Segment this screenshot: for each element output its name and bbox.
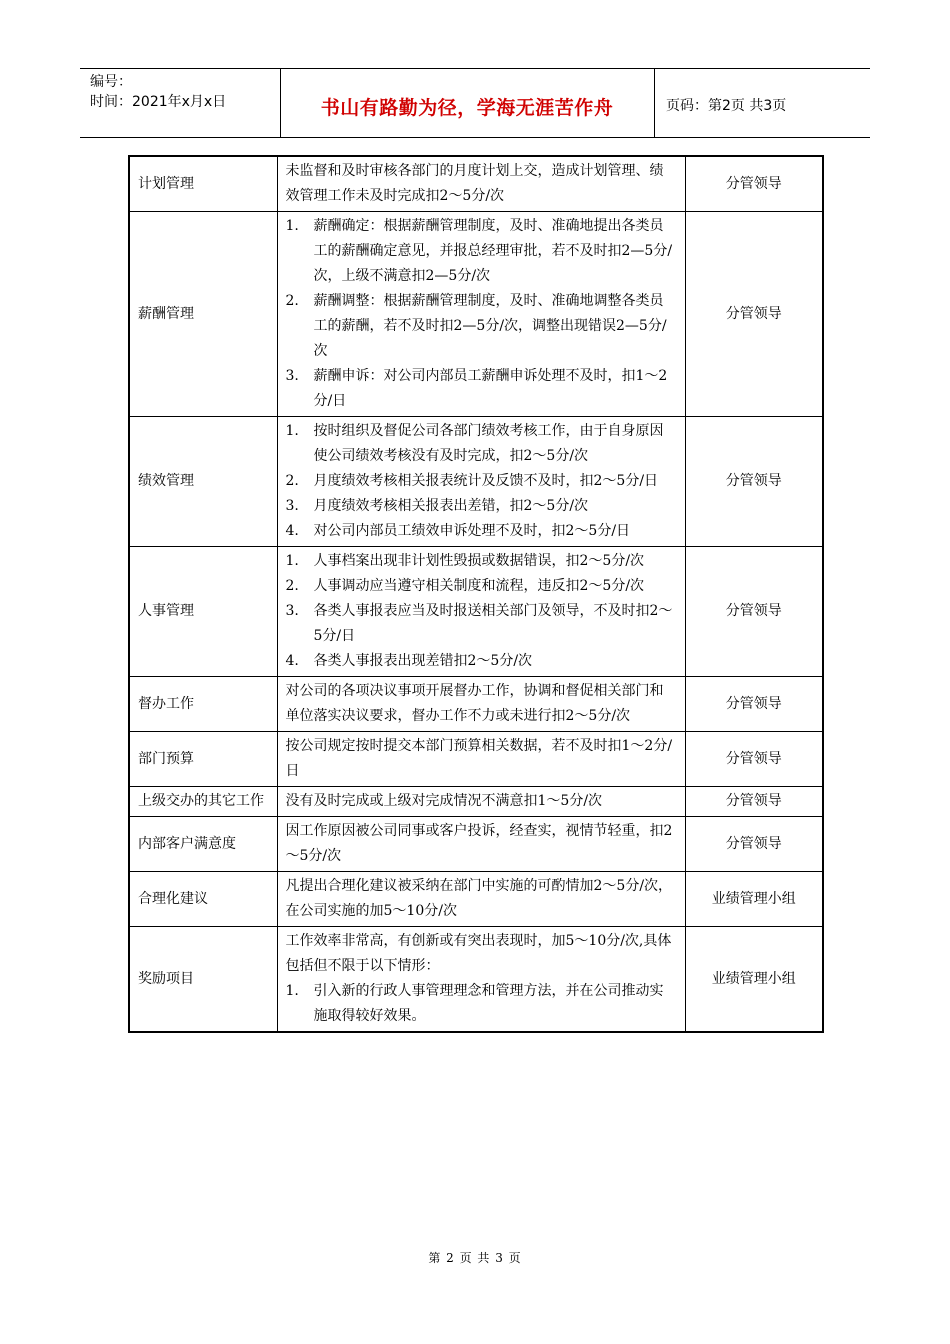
- responsible-cell: 分管领导: [685, 547, 823, 677]
- list-item-text: 薪酬申诉：对公司内部员工薪酬申诉处理不及时，扣1～2分/日: [313, 368, 668, 409]
- category-cell: 内部客户满意度: [129, 817, 277, 872]
- criteria-list: [286, 419, 677, 544]
- criteria-list-item: [286, 494, 677, 519]
- header-motto: 书山有路勤为径，学海无涯苦作舟: [320, 97, 614, 119]
- doc-date-label: 时间：2021年x月x日: [90, 94, 227, 110]
- responsible-cell: 分管领导: [685, 787, 823, 817]
- table-row: [129, 417, 823, 547]
- list-item-text: 对公司内部员工绩效申诉处理不及时，扣2～5分/日: [313, 523, 631, 539]
- page-header: [80, 68, 870, 138]
- responsible-cell: 分管领导: [685, 417, 823, 547]
- list-item-text: 月度绩效考核相关报表出差错，扣2～5分/次: [313, 498, 589, 514]
- criteria-list: [286, 549, 677, 674]
- list-number: 3.: [285, 603, 299, 619]
- category-cell: 人事管理: [129, 547, 277, 677]
- criteria-list-item: [286, 574, 677, 599]
- responsible-cell: 业绩管理小组: [685, 872, 823, 927]
- table-row: [129, 156, 823, 212]
- criteria-cell: [277, 732, 685, 787]
- category-cell: 计划管理: [129, 156, 277, 212]
- criteria-cell: [277, 547, 685, 677]
- list-item-text: 各类人事报表应当及时报送相关部门及领导，不及时扣2～5分/日: [313, 603, 673, 644]
- responsible-cell: 分管领导: [685, 732, 823, 787]
- category-cell: 奖励项目: [129, 927, 277, 1033]
- table-row: [129, 787, 823, 817]
- category-cell: 绩效管理: [129, 417, 277, 547]
- table-row: [129, 212, 823, 417]
- criteria-cell: [277, 156, 685, 212]
- criteria-cell: [277, 677, 685, 732]
- list-number: 2.: [285, 473, 299, 489]
- criteria-cell: [277, 417, 685, 547]
- table-row: [129, 927, 823, 1033]
- page-footer: 第 2 页 共 3 页: [428, 1251, 522, 1265]
- table-row: [129, 817, 823, 872]
- list-item-text: 薪酬确定：根据薪酬管理制度，及时、准确地提出各类员工的薪酬确定意见，并报总经理审批，若不及时扣2—5分/次，上级不满意扣2—5分/次: [313, 218, 673, 284]
- category-cell: 合理化建议: [129, 872, 277, 927]
- criteria-text: 对公司的各项决议事项开展督办工作，协调和督促相关部门和单位落实决议要求，督办工作不力或未进行扣2～5分/次: [285, 683, 664, 724]
- list-number: 1.: [285, 983, 299, 999]
- category-cell: 薪酬管理: [129, 212, 277, 417]
- criteria-list: [286, 214, 677, 414]
- criteria-list-item: [286, 599, 677, 649]
- header-page-info: 页码：第2页 共3页: [666, 98, 787, 114]
- criteria-list-item: [286, 214, 677, 289]
- criteria-text: 未监督和及时审核各部门的月度计划上交，造成计划管理、绩效管理工作未及时完成扣2～5分/次: [285, 163, 664, 204]
- criteria-list-item: [286, 549, 677, 574]
- header-divider: [654, 69, 655, 137]
- criteria-list: [286, 979, 677, 1029]
- table-row: [129, 677, 823, 732]
- list-number: 1.: [285, 218, 299, 234]
- criteria-list-item: [286, 649, 677, 674]
- list-item-text: 引入新的行政人事管理理念和管理方法，并在公司推动实施取得较好效果。: [313, 983, 664, 1024]
- criteria-list-item: [286, 364, 677, 414]
- list-item-text: 按时组织及督促公司各部门绩效考核工作，由于自身原因使公司绩效考核没有及时完成，扣2～5分/次: [313, 423, 664, 464]
- criteria-cell: [277, 212, 685, 417]
- list-item-text: 月度绩效考核相关报表统计及反馈不及时，扣2～5分/日: [313, 473, 659, 489]
- criteria-cell: [277, 787, 685, 817]
- category-cell: 督办工作: [129, 677, 277, 732]
- list-item-text: 人事调动应当遵守相关制度和流程，违反扣2～5分/次: [313, 578, 645, 594]
- criteria-list-item: [286, 289, 677, 364]
- responsible-cell: 业绩管理小组: [685, 927, 823, 1033]
- list-item-text: 人事档案出现非计划性毁损或数据错误，扣2～5分/次: [313, 553, 645, 569]
- list-number: 3.: [285, 368, 299, 384]
- doc-number-label: 编号：: [90, 74, 132, 90]
- list-number: 4.: [285, 653, 299, 669]
- header-meta: [80, 69, 280, 137]
- criteria-list-item: [286, 979, 677, 1029]
- table-body: [129, 156, 823, 1032]
- criteria-text: 因工作原因被公司同事或客户投诉，经查实，视情节轻重，扣2～5分/次: [285, 823, 673, 864]
- responsible-cell: 分管领导: [685, 677, 823, 732]
- criteria-cell: [277, 927, 685, 1033]
- list-item-text: 各类人事报表出现差错扣2～5分/次: [313, 653, 533, 669]
- list-item-text: 薪酬调整：根据薪酬管理制度，及时、准确地调整各类员工的薪酬，若不及时扣2—5分/次，调整出现错误2—5分/次: [313, 293, 667, 359]
- table-row: [129, 872, 823, 927]
- criteria-text: 工作效率非常高，有创新或有突出表现时，加5～10分/次,具体包括但不限于以下情形：: [285, 933, 672, 974]
- responsible-cell: 分管领导: [685, 212, 823, 417]
- criteria-text: 没有及时完成或上级对完成情况不满意扣1～5分/次: [285, 793, 603, 809]
- list-number: 3.: [285, 498, 299, 514]
- assessment-table: [128, 155, 824, 1033]
- responsible-cell: 分管领导: [685, 817, 823, 872]
- responsible-cell: 分管领导: [685, 156, 823, 212]
- category-cell: 部门预算: [129, 732, 277, 787]
- criteria-cell: [277, 817, 685, 872]
- criteria-cell: [277, 872, 685, 927]
- table-row: [129, 547, 823, 677]
- criteria-list-item: [286, 469, 677, 494]
- criteria-text: 凡提出合理化建议被采纳在部门中实施的可酌情加2～5分/次，在公司实施的加5～10分/次: [285, 878, 673, 919]
- list-number: 1.: [285, 553, 299, 569]
- list-number: 2.: [285, 578, 299, 594]
- criteria-list-item: [286, 519, 677, 544]
- criteria-list-item: [286, 419, 677, 469]
- list-number: 2.: [285, 293, 299, 309]
- list-number: 1.: [285, 423, 299, 439]
- criteria-text: 按公司规定按时提交本部门预算相关数据，若不及时扣1～2分/日: [285, 738, 673, 779]
- list-number: 4.: [285, 523, 299, 539]
- category-cell: 上级交办的其它工作: [129, 787, 277, 817]
- table-row: [129, 732, 823, 787]
